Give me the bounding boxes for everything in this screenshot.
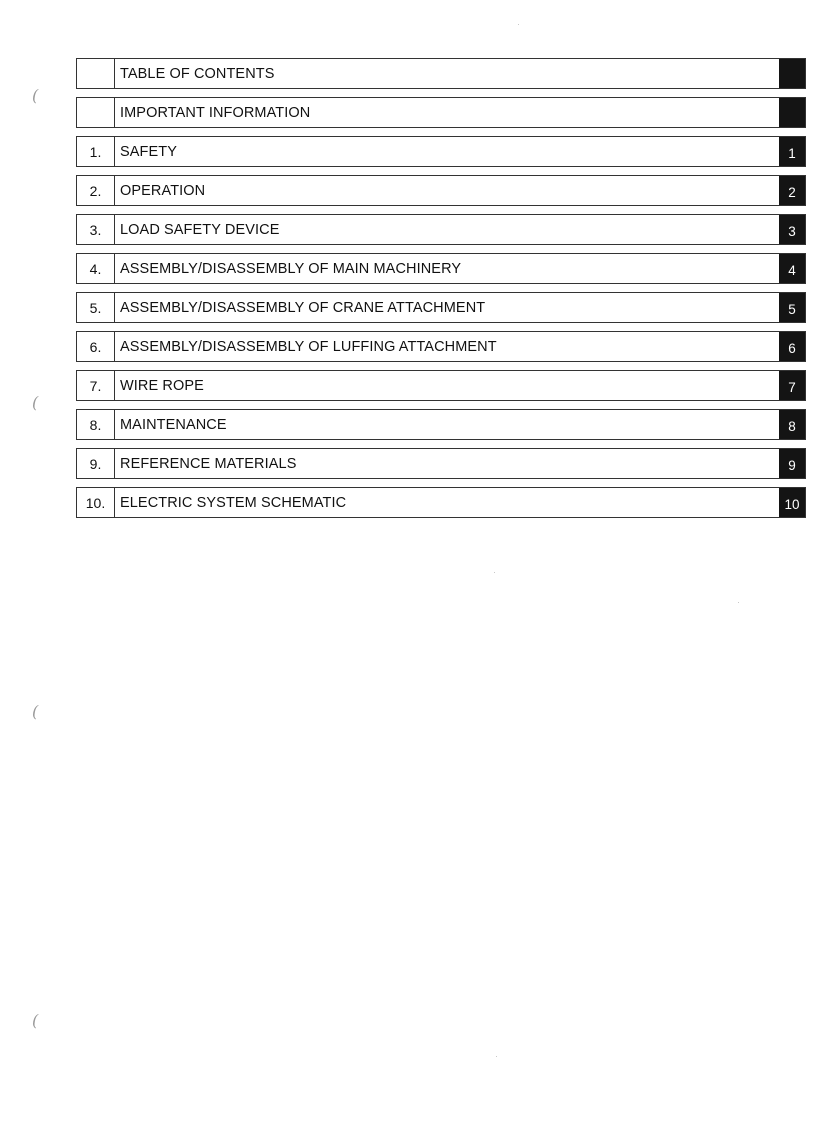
toc-row-number: 3. <box>77 215 115 244</box>
toc-row-number: 1. <box>77 137 115 166</box>
toc-row-table-of-contents[interactable] <box>76 58 806 89</box>
toc-row-load-safety-device[interactable] <box>76 214 806 245</box>
section-tab: 4 <box>779 254 805 283</box>
toc-row-title: WIRE ROPE <box>120 377 204 394</box>
toc-row-number: 9. <box>77 449 115 478</box>
toc-row-number: 6. <box>77 332 115 361</box>
section-tab: 10 <box>779 488 805 517</box>
section-tab <box>779 98 805 127</box>
binder-mark: ( <box>32 393 39 412</box>
toc-row-number: 8. <box>77 410 115 439</box>
toc-row-title: TABLE OF CONTENTS <box>120 65 275 82</box>
binder-mark: ( <box>32 702 39 721</box>
toc-row-title: LOAD SAFETY DEVICE <box>120 221 280 238</box>
toc-row-title: SAFETY <box>120 143 177 160</box>
toc-row-reference-materials[interactable] <box>76 448 806 479</box>
toc-row-luffing-attachment[interactable] <box>76 331 806 362</box>
section-tab: 8 <box>779 410 805 439</box>
toc-row-title: ASSEMBLY/DISASSEMBLY OF LUFFING ATTACHMENT <box>120 338 497 355</box>
toc-row-title: ASSEMBLY/DISASSEMBLY OF CRANE ATTACHMENT <box>120 299 486 316</box>
binder-mark: ( <box>32 1011 39 1030</box>
toc-row-title: IMPORTANT INFORMATION <box>120 104 311 121</box>
toc-row-title: ELECTRIC SYSTEM SCHEMATIC <box>120 494 347 511</box>
toc-row-number <box>77 98 115 127</box>
section-tab: 9 <box>779 449 805 478</box>
toc-row-crane-attachment[interactable] <box>76 292 806 323</box>
section-tab: 7 <box>779 371 805 400</box>
toc-row-safety[interactable] <box>76 136 806 167</box>
toc-row-number: 7. <box>77 371 115 400</box>
section-tab: 1 <box>779 137 805 166</box>
toc-row-maintenance[interactable] <box>76 409 806 440</box>
section-tab: 3 <box>779 215 805 244</box>
toc-row-wire-rope[interactable] <box>76 370 806 401</box>
toc-row-electric-system-schematic[interactable] <box>76 487 806 518</box>
toc-row-title: ASSEMBLY/DISASSEMBLY OF MAIN MACHINERY <box>120 260 462 277</box>
toc-row-number: 5. <box>77 293 115 322</box>
section-tab: 5 <box>779 293 805 322</box>
scan-speck <box>518 24 519 25</box>
toc-row-title: REFERENCE MATERIALS <box>120 455 297 472</box>
table-of-contents <box>76 58 806 526</box>
toc-row-main-machinery[interactable] <box>76 253 806 284</box>
scan-speck <box>738 602 739 603</box>
toc-row-number <box>77 59 115 88</box>
scan-speck <box>494 572 495 573</box>
section-tab: 6 <box>779 332 805 361</box>
section-tab <box>779 59 805 88</box>
section-tab: 2 <box>779 176 805 205</box>
toc-row-title: OPERATION <box>120 182 206 199</box>
toc-row-title: MAINTENANCE <box>120 416 227 433</box>
scan-speck <box>496 1056 497 1057</box>
binder-mark: ( <box>32 86 39 105</box>
toc-row-important-information[interactable] <box>76 97 806 128</box>
toc-row-operation[interactable] <box>76 175 806 206</box>
toc-row-number: 10. <box>77 488 115 517</box>
toc-row-number: 2. <box>77 176 115 205</box>
toc-row-number: 4. <box>77 254 115 283</box>
